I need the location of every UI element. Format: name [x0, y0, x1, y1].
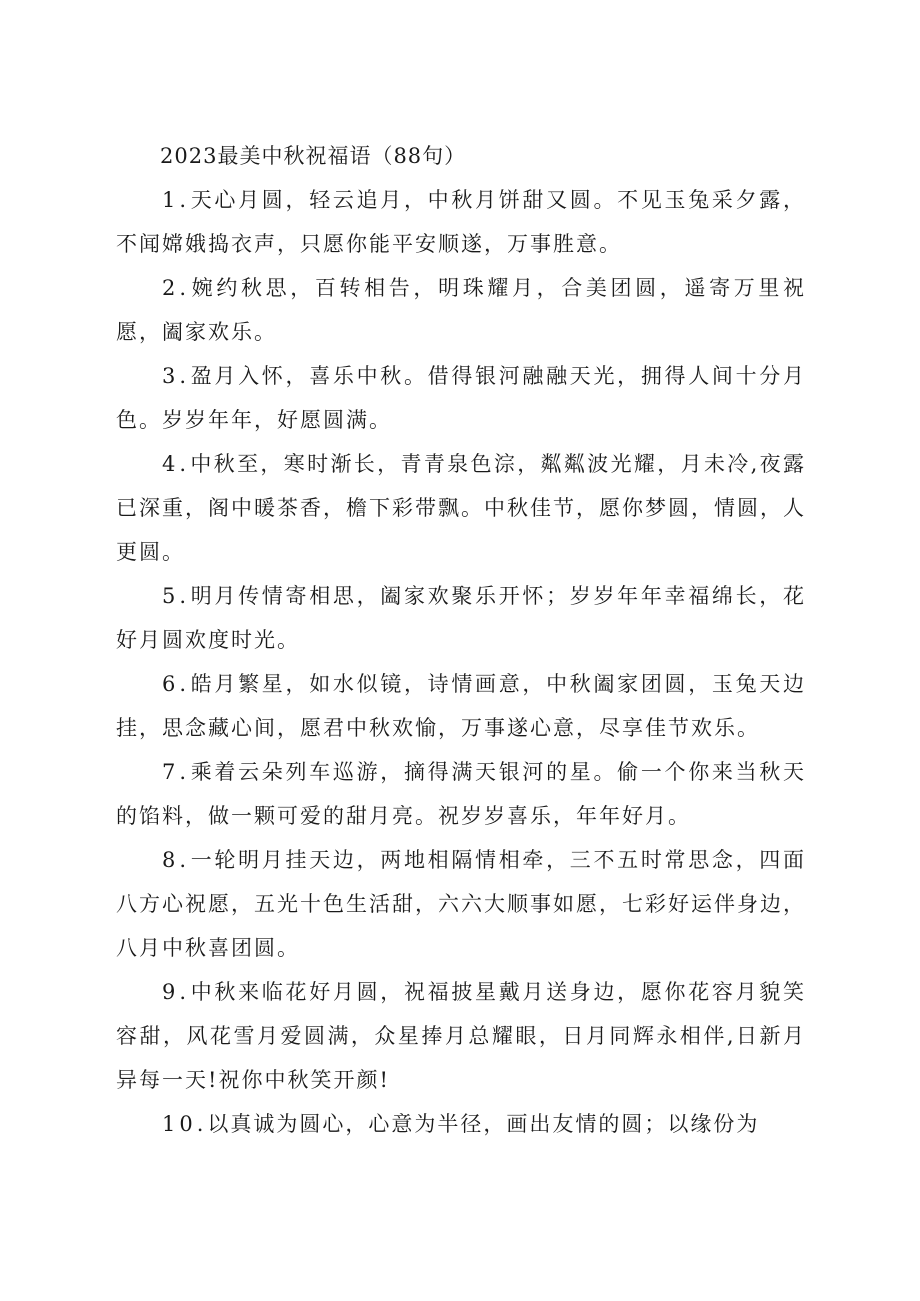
paragraph-number: 8.	[162, 848, 191, 872]
paragraph-number: 2.	[162, 276, 191, 300]
paragraph-7	[116, 750, 806, 838]
paragraph-text: 婉约秋思，百转相告，明珠耀月，合美团圆，遥寄万里祝愿，阖家欢乐。	[116, 276, 806, 344]
paragraph-text: 中秋来临花好月圆，祝福披星戴月送身边，愿你花容月貌笑容甜，风花雪月爱圆满，众星捧月总耀眼，日月同辉永相伴,日新月异每一天!祝你中秋笑开颜!	[116, 980, 806, 1092]
paragraph-text: 皓月繁星，如水似镜，诗情画意，中秋阖家团圆，玉兔天边挂，思念藏心间，愿君中秋欢愉，万事遂心意，尽享佳节欢乐。	[116, 672, 806, 740]
paragraph-2	[116, 266, 806, 354]
paragraph-9	[116, 970, 806, 1102]
paragraph-10	[116, 1102, 806, 1146]
paragraph-4	[116, 442, 806, 574]
paragraph-5	[116, 574, 806, 662]
paragraph-number: 6.	[162, 672, 191, 696]
paragraph-text: 中秋至，寒时渐长，青青泉色淙，粼粼波光耀，月未冷,夜露已深重，阁中暖茶香，檐下彩带飘。中秋佳节，愿你梦圆，情圆，人更圆。	[116, 452, 806, 564]
paragraph-text: 乘着云朵列车巡游，摘得满天银河的星。偷一个你来当秋天的馅料，做一颗可爱的甜月亮。祝岁岁喜乐，年年好月。	[116, 760, 806, 828]
paragraph-3	[116, 354, 806, 442]
paragraph-number: 10.	[162, 1112, 208, 1136]
paragraph-8	[116, 838, 806, 970]
paragraph-number: 7.	[162, 760, 191, 784]
document-title: 2023最美中秋祝福语（88句）	[160, 144, 467, 168]
paragraph-1	[116, 178, 806, 266]
document-body	[116, 136, 806, 1146]
paragraph-text: 一轮明月挂天边，两地相隔情相牵，三不五时常思念，四面八方心祝愿，五光十色生活甜，六六大顺事如愿，七彩好运伴身边，八月中秋喜团圆。	[116, 848, 806, 960]
paragraph-text: 天心月圆，轻云追月，中秋月饼甜又圆。不见玉兔采夕露，不闻嫦娥捣衣声，只愿你能平安顺遂，万事胜意。	[116, 188, 806, 256]
paragraph-number: 3.	[162, 364, 191, 388]
paragraph-number: 4.	[162, 452, 191, 476]
paragraph-number: 5.	[162, 584, 191, 608]
paragraph-text: 以真诚为圆心，心意为半径，画出友情的圆；以缘份为	[207, 1112, 760, 1136]
paragraph-6	[116, 662, 806, 750]
paragraph-number: 1.	[162, 188, 191, 212]
paragraph-number: 9.	[162, 980, 191, 1004]
paragraph-text: 明月传情寄相思，阖家欢聚乐开怀；岁岁年年幸福绵长，花好月圆欢度时光。	[116, 584, 806, 652]
paragraph-text: 盈月入怀，喜乐中秋。借得银河融融天光，拥得人间十分月色。岁岁年年，好愿圆满。	[116, 364, 806, 432]
